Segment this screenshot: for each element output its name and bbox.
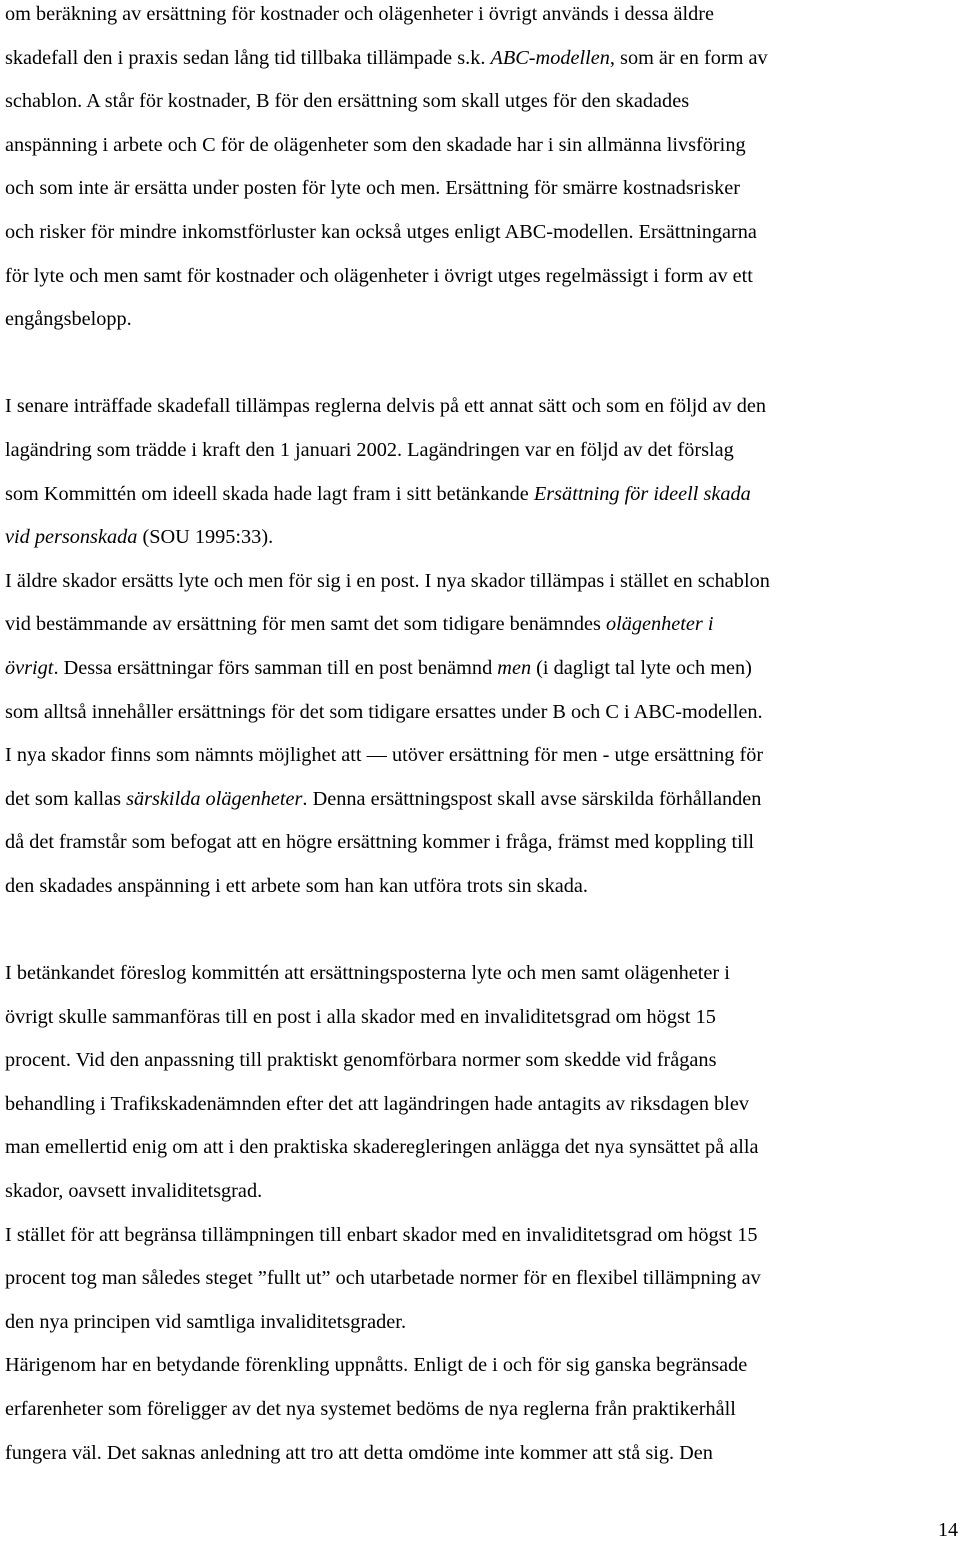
text-segment: I betänkandet föreslog kommittén att ersättningsposterna lyte och men samt olägenheter i [5,962,730,985]
text-line [5,1126,960,1170]
text-line [5,1432,960,1476]
text-line [5,1214,960,1258]
text-line [5,516,960,560]
text-line [5,691,960,735]
text-segment: procent. Vid den anpassning till praktiskt genomförbara normer som skedde vid frågans [5,1049,717,1072]
text-line [5,560,960,604]
text-segment: för lyte och men samt för kostnader och olägenheter i övrigt utges regelmässigt i form av ett [5,264,753,287]
text-segment: Härigenom har en betydande förenkling uppnåtts. Enligt de i och för sig ganska begränsade [5,1354,748,1377]
text-segment: lagändring som trädde i kraft den 1 januari 2002. Lagändringen var en följd av det förslag [5,438,734,461]
text-line [5,1388,960,1432]
italic-text: särskilda olägenheter [126,787,303,810]
document-body [5,0,960,1475]
text-line [5,1083,960,1127]
paragraph-gap [5,908,960,952]
text-line [5,734,960,778]
text-segment: om beräkning av ersättning för kostnader och olägenheter i övrigt används i dessa äldre [5,3,715,25]
paragraph-gap [5,342,960,386]
text-segment: och risker för mindre inkomstförluster kan också utges enligt ABC-modellen. Ersättningarna [5,220,757,243]
text-segment: . Dessa ersättningar förs samman till en post benämnd [53,656,498,679]
text-line [5,996,960,1040]
text-line [5,603,960,647]
text-segment: I senare inträffade skadefall tillämpas reglerna delvis på ett annat sätt och som en följd av den [5,395,767,418]
text-line [5,473,960,517]
text-line [5,1170,960,1214]
text-segment: behandling i Trafikskadenämnden efter det att lagändringen hade antagits av riksdagen blev [5,1092,749,1115]
italic-text: men [497,656,532,679]
italic-text: olägenheter i [605,613,714,636]
text-line [5,80,960,124]
text-segment: då det framstår som befogat att en högre ersättning kommer i fråga, främst med koppling till [5,831,755,854]
text-segment: erfarenheter som föreligger av det nya systemet bedöms de nya reglerna från praktikerhåll [5,1398,736,1420]
text-segment: skadefall den i praxis sedan lång tid tillbaka tillämpade s.k. [5,46,491,69]
text-line [5,647,960,691]
text-segment: övrigt skulle sammanföras till en post i alla skador med en invaliditetsgrad om högst 15 [5,1005,716,1028]
text-line [5,429,960,473]
italic-text: Ersättning för ideell skada [533,482,751,505]
text-line [5,1301,960,1345]
text-line [5,37,960,81]
text-segment: den nya principen vid samtliga invaliditetsgrader. [5,1310,407,1333]
text-segment: det som kallas [5,787,127,810]
text-segment: skador, oavsett invaliditetsgrad. [5,1180,263,1203]
text-segment: . Denna ersättningspost skall avse särskilda förhållanden [302,787,762,810]
text-line [5,952,960,996]
text-line [5,0,960,37]
text-line [5,124,960,168]
text-segment: engångsbelopp. [5,308,132,331]
text-line [5,778,960,822]
text-segment: procent tog man således steget ”fullt ut” och utarbetade normer för en flexibel tillämpning av [5,1267,761,1290]
text-segment: den skadades anspänning i ett arbete som han kan utföra trots sin skada. [5,874,588,897]
text-segment: I stället för att begränsa tillämpningen till enbart skador med en invaliditetsgrad om högst 15 [5,1223,758,1246]
text-line [5,865,960,909]
text-segment: vid bestämmande av ersättning för men samt det som tidigare benämndes [5,613,606,636]
text-segment: I nya skador finns som nämnts möjlighet att — utöver ersättning för men - utge ersättning för [5,744,764,767]
text-line [5,821,960,865]
text-line [5,255,960,299]
text-segment: som Kommittén om ideell skada hade lagt fram i sitt betänkande [5,482,534,505]
text-segment: och som inte är ersätta under posten för lyte och men. Ersättning för smärre kostnadsrisker [5,177,740,200]
text-segment: anspänning i arbete och C för de olägenheter som den skadade har i sin allmänna livsföring [5,133,746,156]
text-segment: man emellertid enig om att i den praktiska skaderegleringen anlägga det nya synsättet på alla [5,1136,759,1159]
italic-text: övrigt [5,656,54,679]
text-line [5,385,960,429]
text-line [5,298,960,342]
text-segment: schablon. A står för kostnader, B för den ersättning som skall utges för den skadades [5,90,690,113]
text-segment: I äldre skador ersätts lyte och men för sig i en post. I nya skador tillämpas i stället en schablon [5,569,770,592]
text-segment: fungera väl. Det saknas anledning att tro att detta omdöme inte kommer att stå sig. Den [5,1441,713,1464]
text-segment: (i dagligt tal lyte och men) [531,656,752,679]
text-line [5,211,960,255]
page-number: 14 [938,1519,958,1541]
italic-text: vid personskada [5,526,138,549]
italic-text: ABC-modellen [490,46,610,69]
text-segment: som alltså innehåller ersättnings för det som tidigare ersattes under B och C i ABC-modellen. [5,700,763,723]
text-segment: , som är en form av [609,46,768,69]
text-line [5,1344,960,1388]
text-segment: (SOU 1995:33). [137,526,274,549]
text-line [5,1257,960,1301]
text-line [5,1039,960,1083]
text-line [5,167,960,211]
